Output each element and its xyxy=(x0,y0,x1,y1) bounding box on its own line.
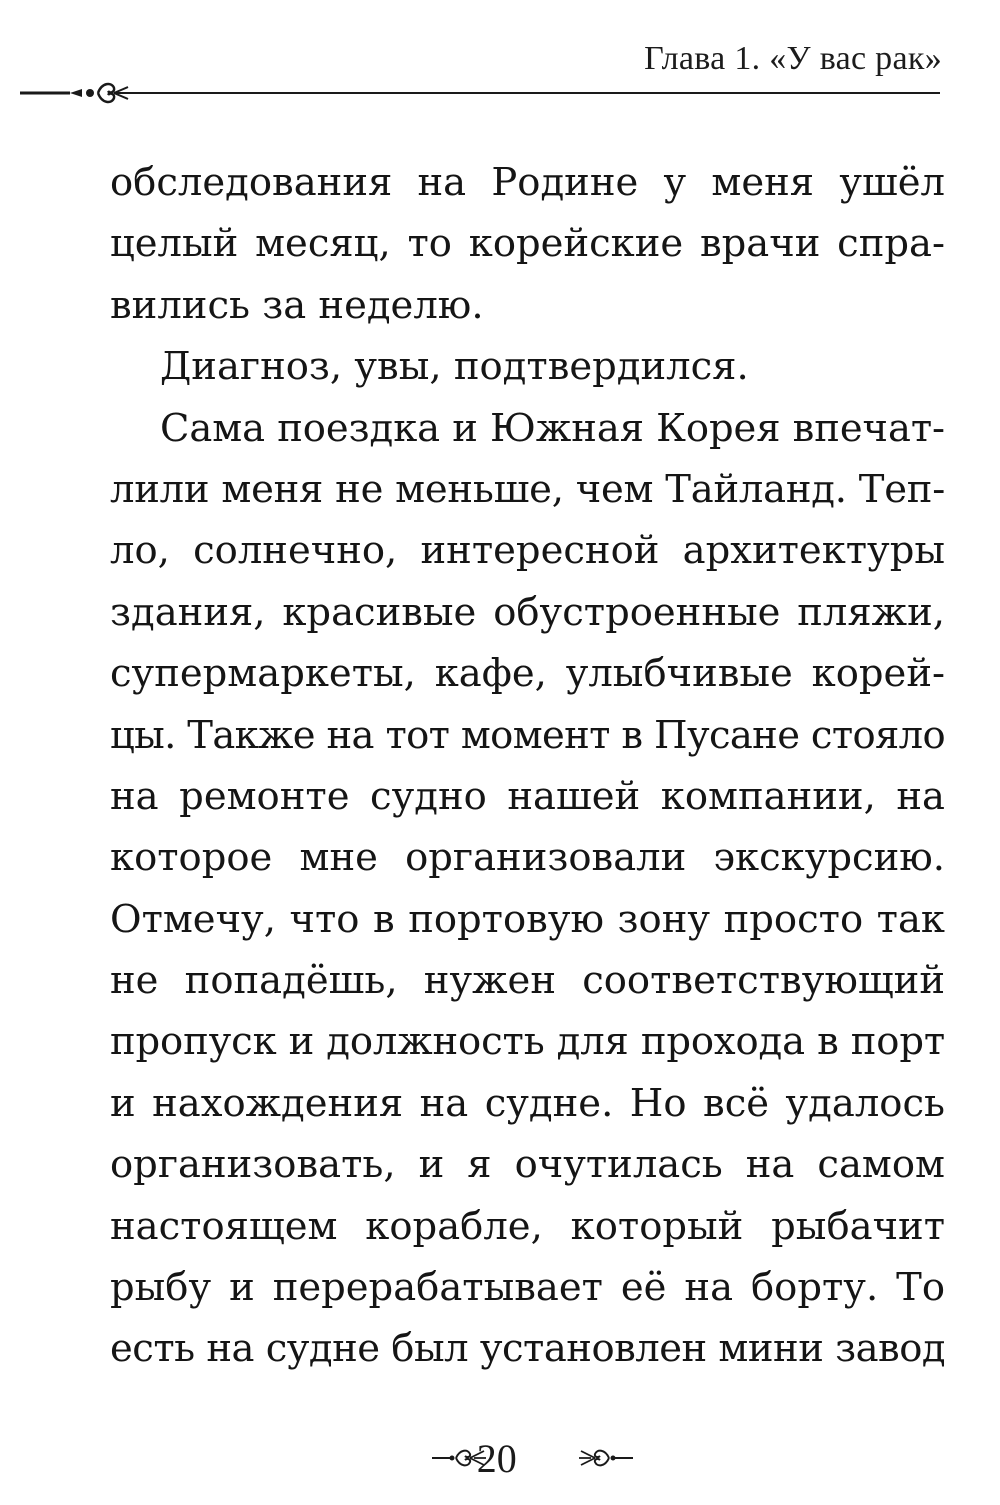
text-line: пропуск и должность для прохода в порт xyxy=(110,1019,945,1065)
flourish-rule-icon xyxy=(20,78,940,108)
text-line: здания, красивые обустроенные пляжи, xyxy=(110,589,945,635)
running-head: Глава 1. «У вас рак» xyxy=(644,40,942,77)
text-line: цы. Также на тот момент в Пусане стояло xyxy=(110,712,945,758)
text-line: ло, солнечно, интересной архитектуры xyxy=(110,528,945,574)
text-line: Диагноз, увы, подтвердился. xyxy=(160,344,749,390)
text-line: Отмечу, что в портовую зону просто так xyxy=(110,896,945,942)
text-line: не попадёшь, нужен соответствующий xyxy=(110,958,945,1004)
text-line: которое мне организовали экскурсию. xyxy=(110,835,945,881)
fleuron-right-icon xyxy=(575,1443,635,1473)
text-line: лили меня не меньше, чем Тайланд. Теп- xyxy=(110,466,945,512)
text-line: и нахождения на судне. Но всё удалось xyxy=(110,1080,945,1126)
text-line: Сама поездка и Южная Корея впечат- xyxy=(160,405,945,451)
text-line: вились за неделю. xyxy=(110,282,484,328)
text-line: есть на судне был установлен мини завод xyxy=(110,1326,946,1372)
page-number: 20 xyxy=(476,1436,517,1481)
text-line: обследования на Родине у меня ушёл xyxy=(110,160,945,205)
text-line: целый месяц, то корейские врачи спра- xyxy=(110,221,945,267)
text-line: на ремонте судно нашей компании, на xyxy=(110,773,945,819)
page-footer xyxy=(0,1435,1000,1495)
text-line: организовать, и я очутилась на самом xyxy=(110,1142,945,1188)
text-line: рыбу и перерабатывает её на борту. То xyxy=(110,1265,945,1311)
text-line: супермаркеты, кафе, улыбчивые корей- xyxy=(110,651,945,697)
text-line: настоящем корабле, который рыбачит xyxy=(110,1203,945,1249)
body-text xyxy=(110,152,945,1380)
